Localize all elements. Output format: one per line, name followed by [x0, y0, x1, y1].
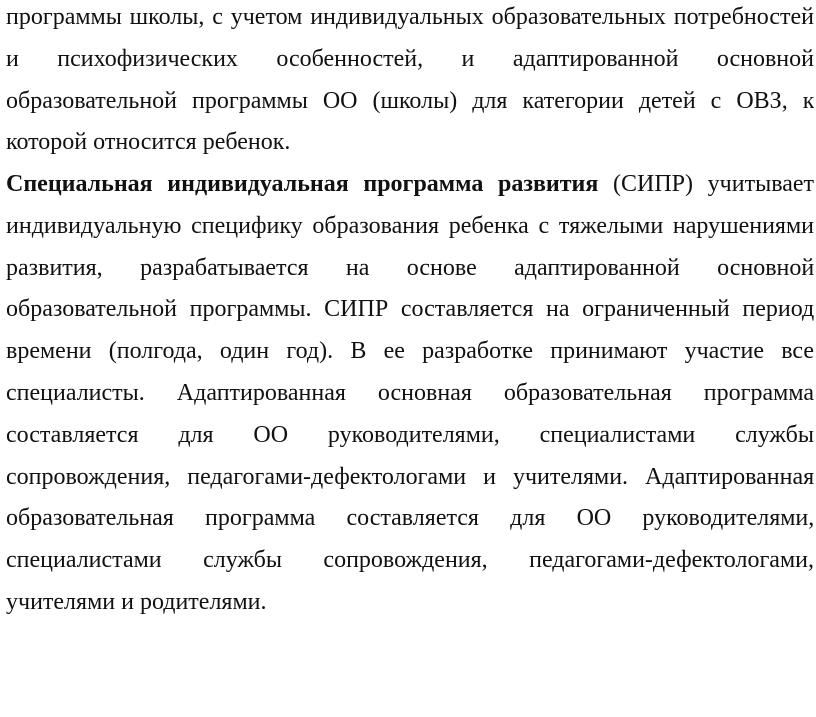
- paragraph-2-line: образовательной программы. СИПР составляется на ограниченный период: [6, 296, 814, 323]
- sipr-first-line-rest: (СИПР) учитывает: [598, 171, 814, 197]
- paragraph-2-line: индивидуальную специфику образования ребенка с тяжелыми нарушениями: [6, 212, 814, 239]
- paragraph-2-line: сопровождения, педагогами-дефектологами и учителями. Адаптированная: [6, 463, 814, 490]
- paragraph-2-line: учителями и родителями.: [6, 588, 267, 615]
- paragraph-1: [6, 0, 814, 164]
- paragraph-2: [6, 164, 814, 624]
- paragraph-2-line: составляется для ОО руководителями, специалистами службы: [6, 421, 814, 448]
- paragraph-2-first-line: [6, 164, 814, 206]
- sipr-term: Специальная индивидуальная программа развития: [6, 171, 599, 197]
- paragraph-1-line: программы школы, с учетом индивидуальных образовательных потребностей: [6, 4, 814, 30]
- paragraph-2-line: времени (полгода, один год). В ее разработке принимают участие все: [6, 338, 814, 365]
- paragraph-1-line: и психофизических особенностей, и адаптированной основной: [6, 45, 814, 72]
- paragraph-2-line: образовательная программа составляется для ОО руководителями,: [6, 505, 814, 532]
- paragraph-2-line: развития, разрабатывается на основе адаптированной основной: [6, 254, 814, 281]
- paragraph-1-line: которой относится ребенок.: [6, 129, 291, 156]
- paragraph-2-line: специалистами службы сопровождения, педагогами-дефектологами,: [6, 547, 814, 574]
- paragraph-1-line: образовательной программы ОО (школы) для категории детей с ОВЗ, к: [6, 87, 814, 114]
- paragraph-2-line: специалисты. Адаптированная основная образовательная программа: [6, 379, 814, 406]
